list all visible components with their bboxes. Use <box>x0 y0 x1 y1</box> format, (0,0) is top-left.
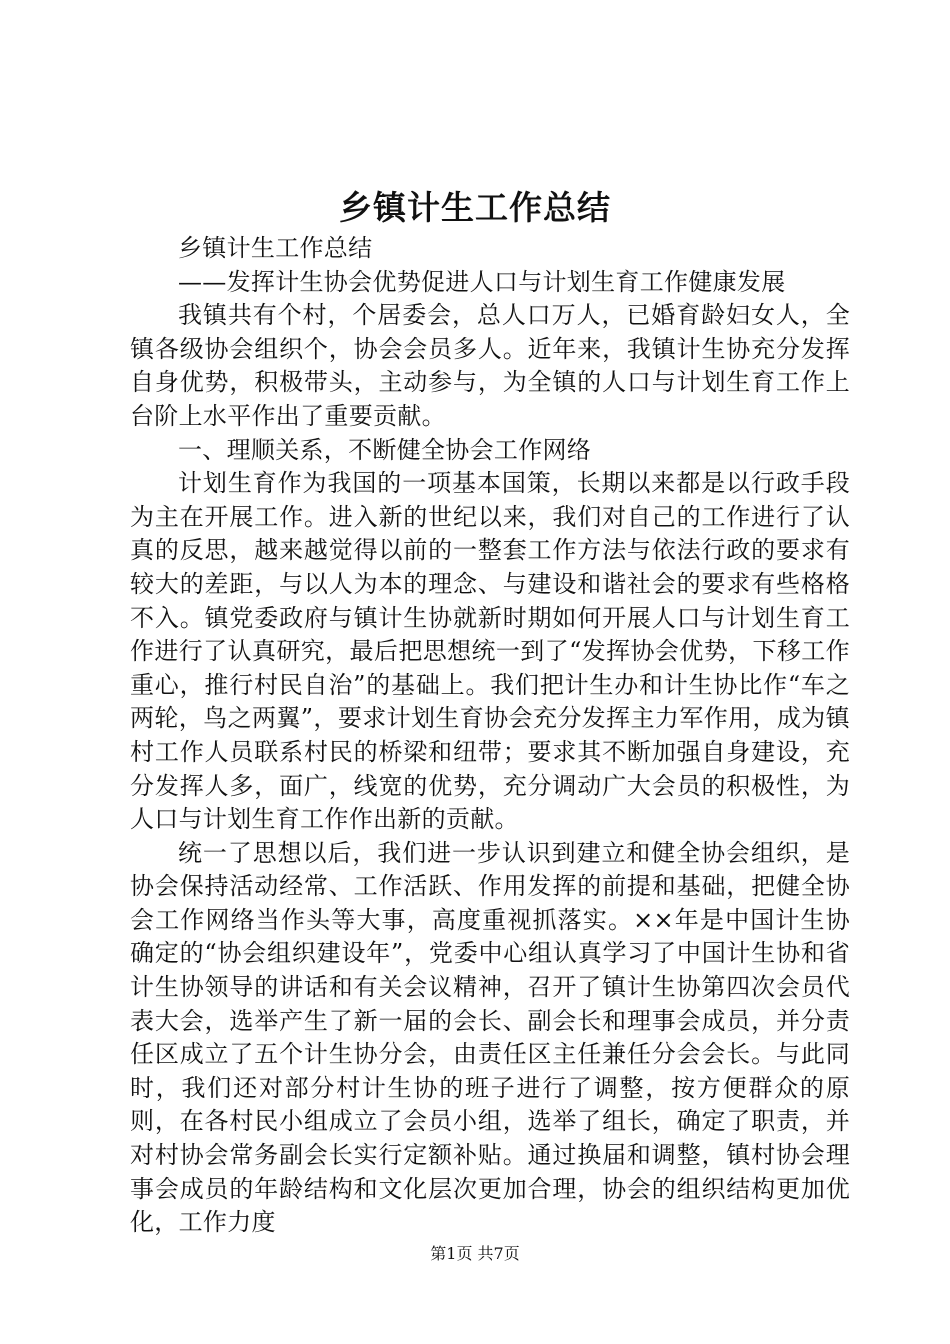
section-heading: 一、理顺关系，不断健全协会工作网络 <box>178 435 592 464</box>
document-title: 乡镇计生工作总结 <box>339 188 611 227</box>
page-footer: 第1页 共7页 <box>430 1244 520 1263</box>
body-paragraph-subtitle: 乡镇计生工作总结 <box>178 234 373 262</box>
body-paragraph: 我镇共有个村，个居委会，总人口万人，已婚育龄妇女人，全镇各级协会组织个，协会会员多人。近年来，我镇计生协充分发挥自身优势，积极带头，主动参与，为全镇的人口与计划生育工作上台阶上水平作出了重要贡献。 <box>130 301 850 430</box>
body-paragraph: 计划生育作为我国的一项基本国策，长期以来都是以行政手段为主在开展工作。进入新的世纪以来，我们对自己的工作进行了认真的反思，越来越觉得以前的一整套工作方法与依法行政的要求有较大的差距，与以人为本的理念、与建设和谐社会的要求有些格格不入。镇党委政府与镇计生协就新时期如何开展人口与计划生育工作进行了认真研究，最后把思想统一到了“发挥协会优势，下移工作重心，推行村民自治”的基础上。我们把计生办和计生协比作“车之两轮，鸟之两翼”，要求计划生育协会充分发挥主力军作用，成为镇村工作人员联系村民的桥梁和纽带；要求其不断加强自身建设，充分发挥人多，面广，线宽的优势，充分调动广大会员的积极性，为人口与计划生育工作作出新的贡献。 <box>130 469 850 834</box>
body-paragraph-theme: ——发挥计生协会优势促进人口与计划生育工作健康发展 <box>178 267 786 296</box>
document-body <box>130 232 850 1240</box>
body-paragraph: 统一了思想以后，我们进一步认识到建立和健全协会组织，是协会保持活动经常、工作活跃、作用发挥的前提和基础，把健全协会工作网络当作头等大事，高度重视抓落实。××年是中国计生协确定的“协会组织建设年”，党委中心组认真学习了中国计生协和省计生协领导的讲话和有关会议精神，召开了镇计生协第四次会员代表大会，选举产生了新一届的会长、副会长和理事会成员，并分责任区成立了五个计生协分会，由责任区主任兼任分会会长。与此同时，我们还对部分村计生协的班子进行了调整，按方便群众的原则，在各村民小组成立了会员小组，选举了组长，确定了职责，并对村协会常务副会长实行定额补贴。通过换届和调整，镇村协会理事会成员的年龄结构和文化层次更加合理，协会的组织结构更加优化，工作力度 <box>130 838 850 1237</box>
